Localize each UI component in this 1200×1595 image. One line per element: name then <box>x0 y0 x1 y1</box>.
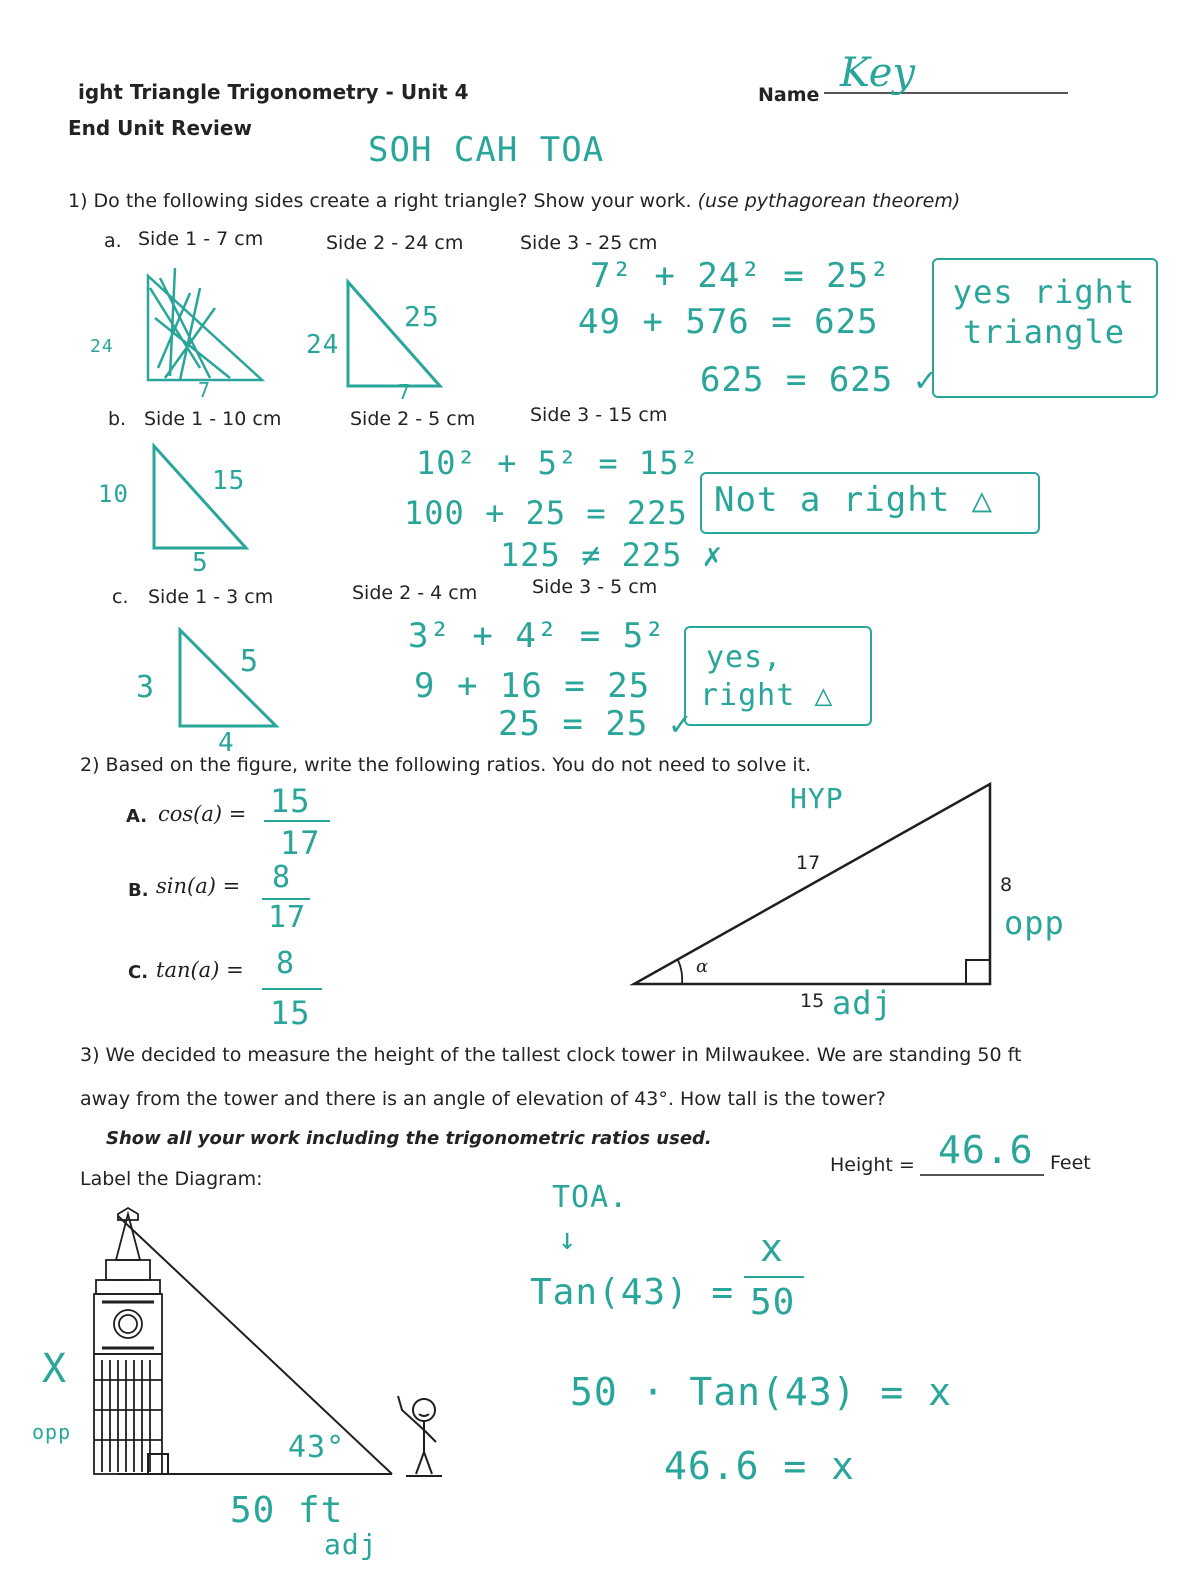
q1a-work-line2: 49 + 576 = 625 <box>578 302 879 342</box>
name-label: Name <box>758 84 820 106</box>
q1c-answer-line1: yes, <box>706 640 783 675</box>
q2-a-numerator: 15 <box>270 782 311 820</box>
q2-figure-angle-label: α <box>696 956 709 977</box>
q3-diagram-distance: 50 ft <box>230 1490 344 1531</box>
q3-height-line <box>920 1174 1044 1176</box>
q1b-sketch-hyp: 15 <box>212 466 246 496</box>
q1b-work-line2: 100 + 25 = 225 <box>404 494 688 532</box>
mnemonic-note: SOH CAH TOA <box>368 130 605 170</box>
q3-diagram-adj: adj <box>324 1528 378 1561</box>
q1a-side3: Side 3 - 25 cm <box>520 232 658 254</box>
q3-work-line3: 46.6 = x <box>664 1444 856 1488</box>
q1-prompt <box>68 190 960 212</box>
q1b-sketch-left: 10 <box>98 480 129 508</box>
worksheet-subtitle: End Unit Review <box>68 116 252 140</box>
q1a-sketch2-bottom: 7 <box>398 380 412 404</box>
q1c-side1: Side 1 - 3 cm <box>148 586 274 608</box>
q2-b-denominator: 17 <box>268 900 307 935</box>
q2-c-label: C. <box>128 962 149 983</box>
q1a-work-line1: 7² + 24² = 25² <box>590 256 891 296</box>
q1-hint: (use pythagorean theorem) <box>697 190 961 212</box>
q1a-sketch1-left: 24 <box>90 336 114 357</box>
q3-prompt-line1: 3) We decided to measure the height of the tallest clock tower in Milwaukee. We are standing 50 ft <box>80 1044 1022 1066</box>
q1b-sketch-triangle <box>150 442 250 552</box>
q2-note-hyp: HYP <box>790 782 844 815</box>
q3-diagram-x: X <box>42 1346 68 1392</box>
q1c-sketch-triangle <box>176 626 280 730</box>
q3-work-tan: Tan(43) = <box>530 1272 735 1313</box>
q1c-sketch-left: 3 <box>136 670 156 705</box>
q1c-sketch-hyp: 5 <box>240 644 260 679</box>
q3-height-unit: Feet <box>1050 1152 1091 1174</box>
q2-a-fraction-bar <box>264 820 330 822</box>
q2-b-expr: sin(a) = <box>156 874 241 898</box>
q2-c-expr: tan(a) = <box>156 958 244 982</box>
q1a-answer: yes right triangle <box>952 273 1136 351</box>
q1c-side3: Side 3 - 5 cm <box>532 576 658 598</box>
q1c-work-line3: 25 = 25 ✓ <box>498 704 692 744</box>
q1a-sketch1-bottom: 7 <box>198 378 212 402</box>
q1c-side2: Side 2 - 4 cm <box>352 582 478 604</box>
q3-diagram-angle: 43° <box>288 1430 346 1465</box>
q1c-letter: c. <box>112 586 129 608</box>
q2-note-adj: adj <box>832 984 893 1022</box>
q3-work-numerator: x <box>760 1226 784 1270</box>
q2-prompt: 2) Based on the figure, write the following ratios. You do not need to solve it. <box>80 754 812 776</box>
q3-height-label: Height = <box>830 1154 915 1176</box>
q3-work-fraction-bar <box>744 1276 804 1278</box>
q1b-sketch-bottom: 5 <box>192 548 209 578</box>
q1b-letter: b. <box>108 408 127 430</box>
q1c-work-line1: 3² + 4² = 5² <box>408 616 666 656</box>
q2-note-opp: opp <box>1004 904 1065 942</box>
name-value: Key <box>840 50 916 96</box>
q2-c-denominator: 15 <box>270 994 311 1032</box>
q1a-sketch2-hyp: 25 <box>404 300 440 333</box>
q3-instruction: Show all your work including the trigonometric ratios used. <box>106 1128 712 1149</box>
q3-label-diagram: Label the Diagram: <box>80 1168 263 1190</box>
q2-c-fraction-bar <box>262 988 322 990</box>
q1c-answer-line2: right △ <box>700 678 834 713</box>
q1a-side2: Side 2 - 24 cm <box>326 232 464 254</box>
q2-b-label: B. <box>128 880 149 901</box>
q1b-work-line3: 125 ≠ 225 ✗ <box>500 536 723 574</box>
q1a-sketch2-left: 24 <box>306 330 340 360</box>
worksheet-title: ight Triangle Trigonometry - Unit 4 <box>78 80 469 104</box>
q1a-sketch-scribbled <box>140 258 270 388</box>
q3-height-value: 46.6 <box>938 1128 1034 1172</box>
q3-diagram-opp: opp <box>32 1420 72 1444</box>
q1b-answer: Not a right △ <box>714 480 994 520</box>
q1a-sketch-triangle <box>340 278 450 390</box>
q1-prompt-text: 1) Do the following sides create a right triangle? Show your work. <box>68 190 692 212</box>
q3-elevation-triangle <box>118 1212 408 1478</box>
q1b-side1: Side 1 - 10 cm <box>144 408 282 430</box>
q3-prompt-line2: away from the tower and there is an angle of elevation of 43°. How tall is the tower? <box>80 1088 886 1110</box>
q3-work-toa: TOA. <box>552 1180 629 1215</box>
q1b-side3: Side 3 - 15 cm <box>530 404 668 426</box>
q2-a-expr: cos(a) = <box>158 802 247 826</box>
q2-a-denominator: 17 <box>280 824 321 862</box>
q1c-work-line2: 9 + 16 = 25 <box>414 666 651 706</box>
q3-work-line2: 50 · Tan(43) = x <box>570 1370 953 1414</box>
q2-a-label: A. <box>126 806 148 827</box>
q2-figure-adj-label: 15 <box>800 990 825 1012</box>
q3-work-arrow: ↓ <box>558 1222 578 1257</box>
q3-stick-figure <box>392 1390 452 1480</box>
q2-c-numerator: 8 <box>276 946 296 981</box>
q1a-side1: Side 1 - 7 cm <box>138 228 264 250</box>
q3-work-denominator: 50 <box>750 1282 796 1323</box>
q1b-work-line1: 10² + 5² = 15² <box>416 444 700 482</box>
q1b-side2: Side 2 - 5 cm <box>350 408 476 430</box>
q2-figure-hyp-label: 17 <box>796 852 821 874</box>
q1c-sketch-bottom: 4 <box>218 728 235 758</box>
q2-b-numerator: 8 <box>272 860 292 895</box>
q1a-letter: a. <box>104 230 122 252</box>
q2-figure-opp-label: 8 <box>1000 874 1013 896</box>
q1a-work-line3: 625 = 625 ✓ <box>700 360 937 400</box>
